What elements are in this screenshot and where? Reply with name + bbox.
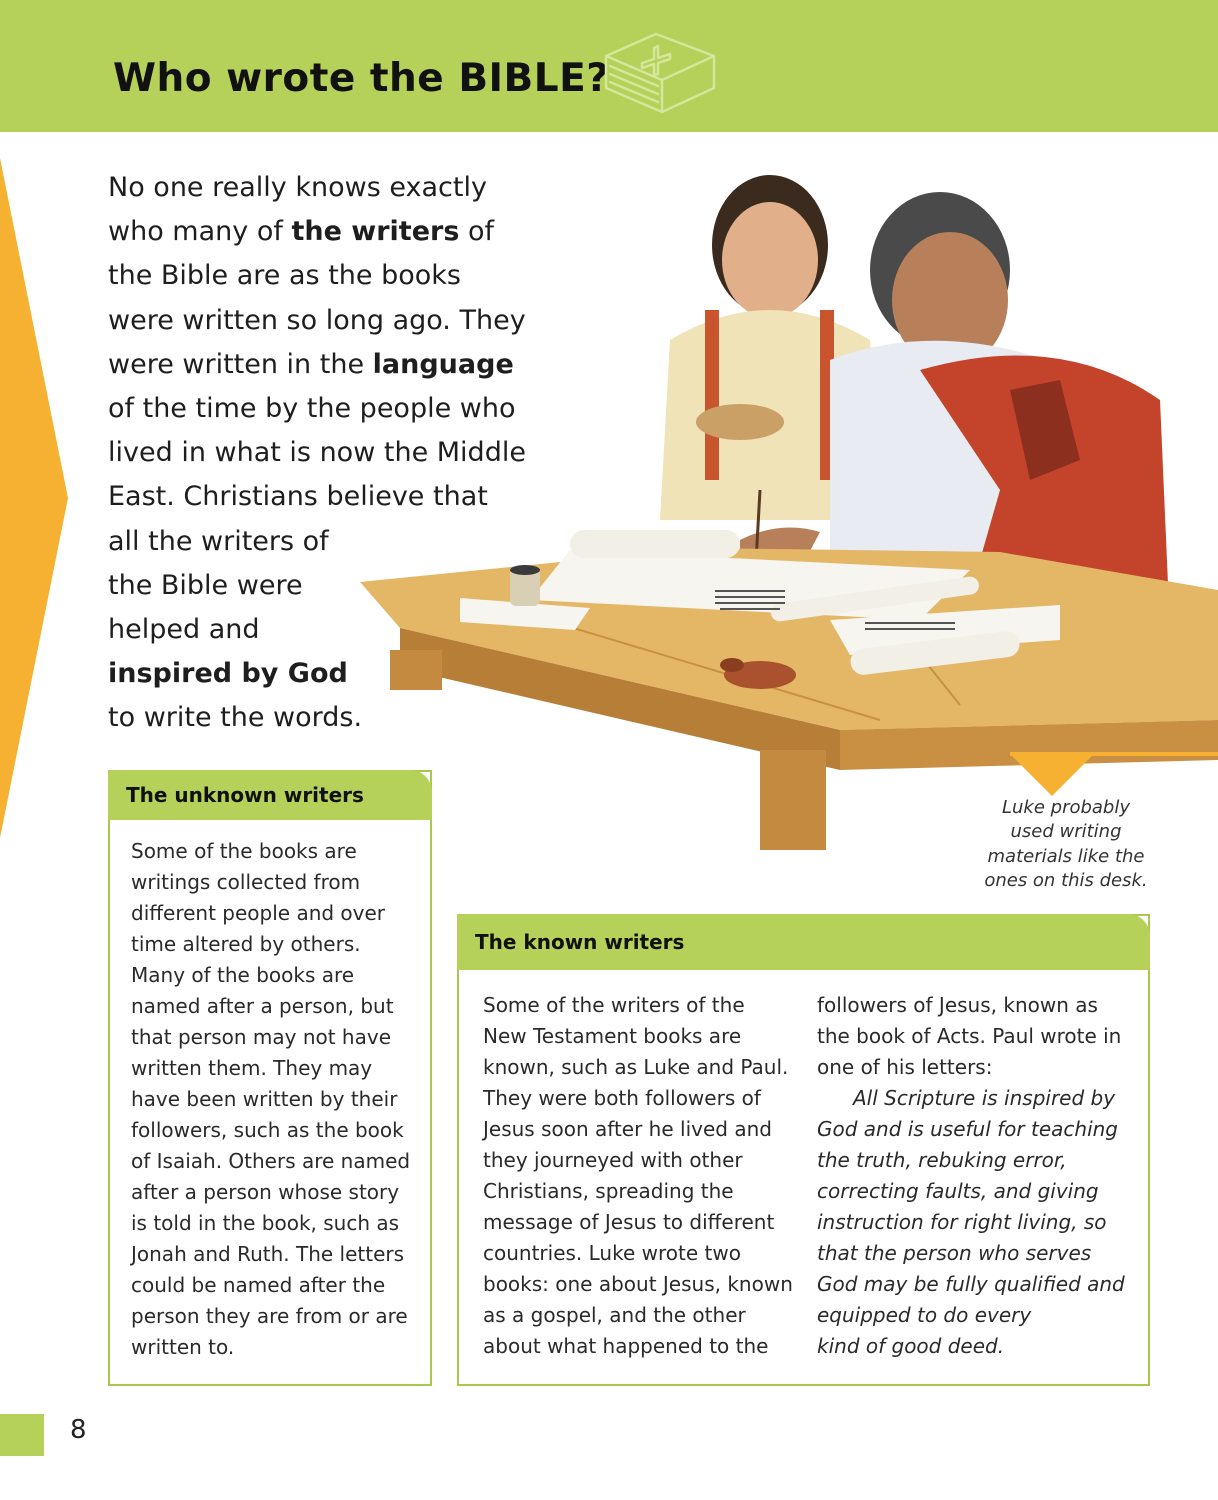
scribe-illustration xyxy=(360,160,1218,850)
intro-text: lived in what is now the Middle xyxy=(108,437,526,469)
caption-line: used writing xyxy=(1010,821,1122,843)
known-writers-line: followers of Jesus, known as xyxy=(817,993,1098,1017)
scripture-quote-line: God may be fully qualified and xyxy=(817,1272,1125,1296)
intro-text: who many of xyxy=(108,216,292,248)
unknown-writers-line: followers, such as the book xyxy=(131,1118,404,1142)
scripture-quote-line: the truth, rebuking error, xyxy=(817,1148,1067,1172)
page-number: 8 xyxy=(70,1415,87,1445)
intro-text: were written so long ago. They xyxy=(108,304,526,336)
known-writers-line: as a gospel, and the other xyxy=(483,1303,746,1327)
unknown-writers-line: Some of the books are xyxy=(131,839,357,863)
scripture-quote-line: that the person who serves xyxy=(817,1241,1092,1265)
scripture-quote-line: All Scripture is inspired by xyxy=(853,1086,1116,1110)
intro-text: helped and xyxy=(108,614,260,646)
unknown-writers-line: written them. They may xyxy=(131,1056,373,1080)
scripture-quote-line: kind of good deed. xyxy=(817,1334,1005,1358)
intro-bold-text: the writers xyxy=(291,216,460,248)
known-writers-line: books: one about Jesus, known xyxy=(483,1272,793,1296)
scripture-quote-line: instruction for right living, so xyxy=(817,1210,1107,1234)
unknown-writers-line: written to. xyxy=(131,1335,235,1359)
known-writers-line: They were both followers of xyxy=(483,1086,761,1110)
unknown-writers-line: Jonah and Ruth. The letters xyxy=(131,1242,405,1266)
page-number-tab xyxy=(0,1414,44,1456)
unknown-writers-text xyxy=(131,836,410,1363)
known-writers-header xyxy=(457,914,1150,970)
unknown-writers-line: writings collected from xyxy=(131,870,361,894)
unknown-writers-line: after a person whose story xyxy=(131,1180,400,1204)
illustration-caption xyxy=(950,796,1182,893)
known-writers-line: countries. Luke wrote two xyxy=(483,1241,741,1265)
known-writers-line: Jesus soon after he lived and xyxy=(483,1117,772,1141)
unknown-writers-line: named after a person, but xyxy=(131,994,394,1018)
intro-text: all the writers of xyxy=(108,525,329,557)
known-writers-column-2 xyxy=(817,990,1125,1362)
known-writers-column-1 xyxy=(483,990,793,1362)
caption-line: ones on this desk. xyxy=(984,869,1148,891)
intro-text: were written in the xyxy=(108,348,373,380)
unknown-writers-line: is told in the book, such as xyxy=(131,1211,400,1235)
known-writers-line: they journeyed with other xyxy=(483,1148,743,1172)
known-writers-line: known, such as Luke and Paul. xyxy=(483,1055,789,1079)
intro-text: East. Christians believe that xyxy=(108,481,488,513)
unknown-writers-line: person they are from or are xyxy=(131,1304,408,1328)
intro-text: No one really knows exactly xyxy=(108,172,487,203)
scripture-quote-line: correcting faults, and giving xyxy=(817,1179,1099,1203)
caption-line: Luke probably xyxy=(1001,797,1131,818)
bible-book-icon xyxy=(596,26,720,118)
caption-line: materials like the xyxy=(987,845,1145,867)
intro-text: to write the words. xyxy=(108,702,363,734)
unknown-writers-line: different people and over xyxy=(131,901,386,925)
unknown-writers-line: that person may not have xyxy=(131,1025,391,1049)
known-writers-line: Christians, spreading the xyxy=(483,1179,734,1203)
intro-bold-text: language xyxy=(372,348,514,380)
unknown-writers-line: of Isaiah. Others are named xyxy=(131,1149,411,1173)
known-writers-line: one of his letters: xyxy=(817,1055,993,1079)
scripture-quote-line: God and is useful for teaching xyxy=(817,1117,1118,1141)
known-writers-box xyxy=(457,914,1150,1386)
intro-text: of the time by the people who xyxy=(108,393,516,425)
side-arrow-decoration xyxy=(0,158,70,838)
page-title: Who wrote the BIBLE? xyxy=(113,56,610,101)
scripture-quote-line: equipped to do every xyxy=(817,1303,1032,1327)
unknown-writers-header xyxy=(108,770,432,820)
known-writers-line: Some of the writers of the xyxy=(483,993,745,1017)
unknown-writers-title: The unknown writers xyxy=(126,783,364,807)
known-writers-title: The known writers xyxy=(475,930,685,954)
known-writers-line: New Testament books are xyxy=(483,1024,742,1048)
intro-text: the Bible are as the books xyxy=(108,260,461,292)
known-writers-line: about what happened to the xyxy=(483,1334,769,1358)
unknown-writers-line: have been written by their xyxy=(131,1087,398,1111)
intro-text: the Bible were xyxy=(108,569,303,601)
unknown-writers-box xyxy=(108,770,432,1386)
unknown-writers-line: could be named after the xyxy=(131,1273,386,1297)
unknown-writers-line: time altered by others. xyxy=(131,932,361,956)
known-writers-line: the book of Acts. Paul wrote in xyxy=(817,1024,1122,1048)
caption-pointer-decoration xyxy=(1010,752,1218,802)
known-writers-line: message of Jesus to different xyxy=(483,1210,775,1234)
intro-bold-text: inspired by God xyxy=(108,658,348,690)
intro-text: of xyxy=(459,216,495,248)
unknown-writers-line: Many of the books are xyxy=(131,963,355,987)
header-banner xyxy=(0,0,1218,132)
